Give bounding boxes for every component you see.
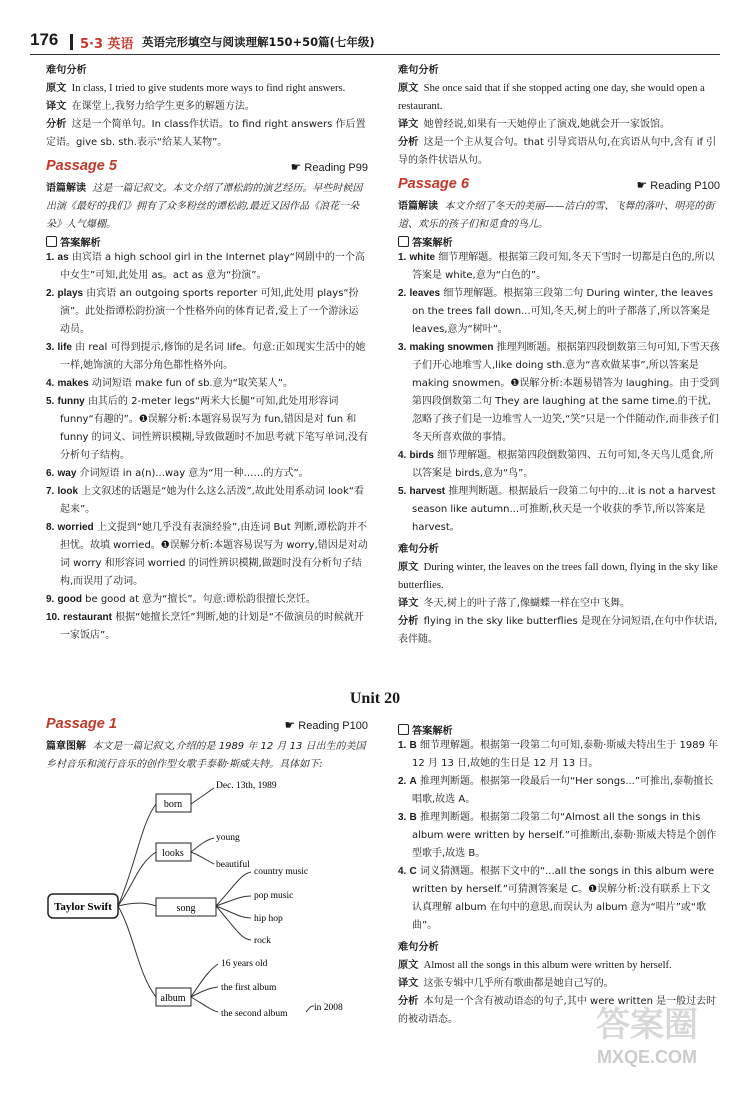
section-heading: 难句分析 (398, 65, 439, 76)
passage6-summary-label: 语篇解读 (398, 201, 438, 212)
watermark-url: MXQE.COM (596, 1047, 697, 1067)
branch-label-looks: looks (162, 848, 184, 859)
passage5-title-bar (46, 158, 368, 180)
answer-item (46, 483, 368, 519)
passage6-answer-list (398, 249, 720, 537)
yuanwen-text: Almost all the songs in this album were written by herself. (423, 960, 672, 971)
yuanwen-row (398, 80, 720, 116)
passage6-title-bar (398, 176, 720, 198)
answer-explanation: 介词短语 in a(n)...way 意为“用一种……的方式”。 (79, 468, 309, 479)
fenxi-label: 分析 (398, 996, 419, 1007)
connector-born (118, 804, 156, 906)
leaf-song-rock: rock (254, 936, 271, 946)
answer-explanation: 细节理解题。根据第三段可知,冬天下雪时一切都是白色的,所以答案是 white,意为“白色的”。 (412, 252, 715, 281)
answer-key: leaves (409, 288, 441, 299)
yiwen-label: 译文 (398, 598, 419, 609)
answer-number: 2. (398, 288, 407, 299)
branch-label-born: born (163, 799, 183, 810)
lock-icon (46, 236, 57, 247)
answer-key: A (409, 776, 417, 787)
answer-item (398, 737, 720, 773)
leaf-born-date: Dec. 13th, 1989 (216, 781, 277, 791)
left-column (46, 62, 368, 645)
answer-number: 8. (46, 522, 55, 533)
passage1-reading-ref (285, 718, 369, 732)
answer-item (46, 591, 368, 609)
yiwen-label: 译文 (398, 119, 419, 130)
lock-icon (398, 236, 409, 247)
answer-key: look (57, 486, 79, 497)
fenxi-label: 分析 (46, 119, 67, 130)
branch-label-album: album (160, 993, 186, 1004)
leaf-album-age: 16 years old (221, 959, 268, 969)
connector-looks-leaf2 (191, 852, 214, 864)
answer-key: B (409, 812, 417, 823)
section-heading: 难句分析 (46, 65, 87, 76)
passage6-reading-text: Reading P100 (650, 180, 720, 192)
passage5-answers-heading (46, 234, 368, 249)
answer-explanation: 根据“她擅长烹饪”判断,她的计划是“不做演员的时候就开一家饭店”。 (60, 612, 364, 641)
watermark-text: 答案圈 (596, 1006, 698, 1044)
answer-explanation: 上文叙述的话题是“她为什么这么活泼”,故此处用系动词 look“看起来”。 (60, 486, 364, 515)
answer-number: 7. (46, 486, 55, 497)
leaf-song-country: country music (254, 867, 309, 877)
answer-explanation: be good at 意为“擅长”。句意:谭松韵很擅长烹饪。 (85, 594, 316, 605)
lock-icon (398, 724, 409, 735)
yiwen-row (398, 116, 720, 134)
answer-item (46, 519, 368, 591)
answer-key: as (57, 252, 69, 263)
brand-logo: 5·3 英语 (80, 37, 134, 52)
answer-item (46, 339, 368, 375)
answer-number: 3. (46, 342, 55, 353)
answer-number: 3. (398, 812, 407, 823)
passage6-answers-heading (398, 234, 720, 249)
answer-number: 1. (398, 252, 407, 263)
fenxi-label: 分析 (398, 137, 419, 148)
connector-song-leaf1 (216, 872, 251, 906)
answer-item (46, 609, 368, 645)
leaf-album-year: in 2008 (314, 1003, 343, 1013)
yuanwen-text: She once said that if she stopped acting one day, she would open a restaurant. (398, 83, 705, 112)
answer-number: 2. (46, 288, 55, 299)
yuanwen-label: 原文 (398, 562, 419, 573)
yiwen-text: 在课堂上,我努力给学生更多的解题方法。 (71, 101, 255, 112)
answer-number: 9. (46, 594, 55, 605)
yiwen-label: 译文 (398, 978, 419, 989)
answer-key: plays (57, 288, 84, 299)
passage5-reading-ref (291, 160, 368, 174)
answer-explanation: 推理判断题。根据第一段最后一句“Her songs...”可推出,泰勒擅长唱歌,故选 A。 (412, 776, 714, 805)
answer-explanation: 由其后的 2-meter legs“两米大长腿”可知,此处用形容词 funny“有趣的”。❶误解分析:本题容易误写为 fun,错因是对 fun 和 funny 的词义、词性辨识模糊,导致做题时不加思考就下笔写单词,没有分析句子结构。 (60, 396, 368, 461)
answer-number: 5. (46, 396, 55, 407)
book-title: 英语完形填空与阅读理解150+50篇(七年级) (142, 35, 375, 49)
passage1-answers-heading (398, 722, 720, 737)
answer-key: making snowmen (409, 342, 494, 353)
answer-item (398, 447, 720, 483)
yiwen-row (398, 595, 720, 613)
section-heading: 难句分析 (398, 942, 439, 953)
answer-item (46, 465, 368, 483)
passage5-title: Passage 5 (46, 158, 117, 174)
yiwen-text: 她曾经说,如果有一天她停止了演戏,她就会开一家饭馆。 (423, 119, 671, 130)
fenxi-text: 这是一个简单句。In class作状语。to find right answers 作后置定语。give sb. sth.表示“给某人某物”。 (46, 119, 366, 148)
answer-explanation: 推理判断题。根据第二段第二句“Almost all the songs in this album were written by herself.”可推断出,泰勒·斯威夫特是个创作型歌手,故选 B。 (412, 812, 717, 859)
answer-item (398, 249, 720, 285)
passage1-column (46, 716, 368, 1049)
passage5-summary (46, 180, 368, 234)
leaf-album-second: the second album (221, 1009, 288, 1019)
connector-song-leaf4 (216, 906, 251, 940)
answer-key: way (57, 468, 77, 479)
answer-number: 5. (398, 486, 407, 497)
answer-key: harvest (409, 486, 446, 497)
answer-key: life (57, 342, 72, 353)
mind-map (46, 774, 368, 1042)
fenxi-label: 分析 (398, 616, 419, 627)
leaf-looks-beautiful: beautiful (216, 860, 250, 870)
answer-number: 6. (46, 468, 55, 479)
answer-number: 1. (46, 252, 55, 263)
passage6-answers-heading-text: 答案解析 (412, 238, 453, 249)
yiwen-row (46, 98, 368, 116)
answer-number: 10. (46, 612, 60, 623)
fenxi-text: 本句是一个含有被动语态的句子,其中 were written 是一般过去时的被动语态。 (398, 996, 717, 1025)
yiwen-label: 译文 (46, 101, 67, 112)
passage1-answer-list (398, 737, 720, 935)
unit-title: Unit 20 (349, 690, 401, 707)
answer-number: 3. (398, 342, 407, 353)
answer-number: 4. (398, 866, 407, 877)
pointing-hand-icon: ☛ (284, 718, 296, 732)
answer-item (46, 375, 368, 393)
leaf-song-pop: pop music (254, 891, 294, 901)
answer-explanation: 词义猜测题。根据下文中的“...all the songs in this album were written by herself.”可猜测答案是 C。❶误解分析:没有联系上下文认真理解 album 在句中的意思,而误认为 album 意为“唱片”或“歌曲”。 (412, 866, 715, 931)
pointing-hand-icon: ☛ (636, 178, 648, 192)
leaf-song-hiphop: hip hop (254, 914, 283, 924)
answer-explanation: 动词短语 make fun of sb.意为“取笑某人”。 (91, 378, 293, 389)
yuanwen-label: 原文 (398, 960, 419, 971)
passage5-summary-text: 这是一篇记叙文。本文介绍了谭松韵的演艺经历。早些时候因出演《最好的我们》拥有了众多粉丝的谭松韵,最近又因作品《浪花一朵朵》人气爆棚。 (46, 183, 363, 230)
connector-album-leaf2 (191, 987, 218, 997)
yuanwen-label: 原文 (398, 83, 419, 94)
fenxi-row (46, 116, 368, 152)
answer-explanation: 细节理解题。根据第一段第二句可知,泰勒·斯威夫特出生于 1989 年 12 月 13 日,故她的生日是 12 月 13 日。 (412, 740, 719, 769)
answer-item (398, 285, 720, 339)
yiwen-row (398, 975, 720, 993)
answer-explanation: 由 real 可得到提示,修饰的是名词 life。句意:正如现实生活中的她一样,她饰演的大部分角色都性格外向。 (60, 342, 366, 371)
connector-album-leaf1 (191, 964, 218, 997)
center-node-label: Taylor Swift (54, 901, 112, 913)
yuanwen-row (398, 559, 720, 595)
passage1-summary (46, 738, 368, 774)
yuanwen-text: During winter, the leaves on the trees fall down, flying in the sky like butterflies. (398, 562, 718, 591)
answer-number: 2. (398, 776, 407, 787)
page-header (30, 30, 720, 55)
passage1-title: Passage 1 (46, 716, 117, 732)
yuanwen-text: In class, I tried to give students more ways to find right answers. (71, 83, 346, 94)
connector-born-leaf (191, 788, 214, 804)
answer-key: restaurant (63, 612, 112, 623)
answer-explanation: 推理判断题。根据第四段倒数第三句可知,下雪天孩子们开心地堆雪人,like doing sth.意为“喜欢做某事”,所以答案是 making snowmen。❶误解分析:本题易错答为 laughing。由于受到第四段倒数第二句 They are laughing at the same time.的干扰,忽略了孩子们是一边堆雪人一边笑,“笑”只是一个伴随动作,而非孩子们冬天所喜欢做的事情。 (412, 342, 720, 443)
fenxi-text: flying in the sky like butterflies 是现在分词短语,在句中作状语,表伴随。 (398, 616, 718, 645)
passage5-answer-list (46, 249, 368, 645)
answer-key: B (409, 740, 417, 751)
answer-explanation: 由宾语 a high school girl in the Internet play“网剧中的一个高中女生”可知,此处用 as。act as 意为“扮演”。 (60, 252, 365, 281)
answer-explanation: 细节理解题。根据第四段倒数第四、五句可知,冬天鸟儿觅食,所以答案是 birds,意为“鸟”。 (412, 450, 714, 479)
answer-explanation: 细节理解题。根据第三段第二句 During winter, the leaves on the trees fall down...可知,冬天,树上的叶子都落了,所以答案是 leaves,意为“树叶”。 (412, 288, 714, 335)
connector-looks-leaf1 (191, 838, 214, 852)
passage5-reading-text: Reading P99 (304, 162, 368, 174)
answer-number: 4. (398, 450, 407, 461)
answer-key: C (409, 866, 417, 877)
leaf-album-first: the first album (221, 983, 277, 993)
right-column (398, 62, 720, 649)
passage1-summary-label: 篇章图解 (46, 741, 86, 752)
answer-explanation: 推理判断题。根据最后一段第二句中的...it is not a harvest season like autumn...可推断,秋天是一个收获的季节,所以答案是 harvest。 (412, 486, 716, 533)
answer-key: good (57, 594, 82, 605)
answer-explanation: 由宾语 an outgoing sports reporter 可知,此处用 plays“扮演”。此处指谭松韵扮演一个性格外向的体育记者,爱上了一个游泳运动员。 (60, 288, 359, 335)
answer-key: funny (57, 396, 85, 407)
connector-song-leaf2 (216, 896, 251, 906)
fenxi-text: 这是一个主从复合句。that 引导宾语从句,在宾语从句中,含有 if 引导的条件状语从句。 (398, 137, 717, 166)
page-number: 176 (30, 30, 59, 49)
yiwen-text: 冬天,树上的叶子落了,像蝴蝶一样在空中飞舞。 (423, 598, 631, 609)
answer-item (398, 483, 720, 537)
connector-song (118, 903, 156, 906)
connector-album (118, 906, 156, 997)
passage6-summary-text: 本文介绍了冬天的美丽——洁白的雪、飞舞的落叶、明亮的街道、欢乐的孩子们和觅食的鸟儿。 (398, 201, 715, 230)
passage6-reading-ref (637, 178, 721, 192)
answer-number: 4. (46, 378, 55, 389)
answer-item (46, 249, 368, 285)
connector-album-leaf3 (191, 997, 218, 1012)
answer-item (46, 285, 368, 339)
passage5-answers-heading-text: 答案解析 (60, 238, 101, 249)
yiwen-text: 这张专辑中几乎所有歌曲都是她自己写的。 (423, 978, 614, 989)
passage1-title-bar (46, 716, 368, 738)
answer-item (398, 339, 720, 447)
passage5-summary-label: 语篇解读 (46, 183, 86, 194)
branch-label-song: song (176, 903, 196, 914)
answer-item (398, 863, 720, 935)
answer-key: makes (57, 378, 89, 389)
answer-key: worried (57, 522, 94, 533)
answer-explanation: 上文提到“她几乎没有表演经验”,由连词 But 判断,谭松韵并不担忧。故填 worried。❶误解分析:本题容易误写为 worry,错因是对动词 worry 和形容词 worried 的词性辨识模糊,做题时没有分析句子结构,而误用了动词。 (60, 522, 368, 587)
header-divider (70, 34, 73, 50)
answer-item (398, 773, 720, 809)
watermark (572, 1003, 722, 1077)
passage6-summary (398, 198, 720, 234)
leaf-looks-young: young (216, 833, 240, 843)
answer-key: white (409, 252, 436, 263)
answer-number: 1. (398, 740, 407, 751)
yuanwen-label: 原文 (46, 83, 67, 94)
fenxi-row (398, 134, 720, 170)
answer-item (46, 393, 368, 465)
passage1-answers-heading-text: 答案解析 (412, 726, 453, 737)
section-heading: 难句分析 (398, 544, 439, 555)
passage6-title: Passage 6 (398, 176, 469, 192)
answer-item (398, 809, 720, 863)
passage1-summary-text: 本文是一篇记叙文,介绍的是 1989 年 12 月 13 日出生的美国乡村音乐和流行音乐的创作型女歌手泰勒·斯威夫特。具体如下: (46, 741, 366, 770)
passage1-answers-column (398, 722, 720, 1029)
passage1-reading-text: Reading P100 (298, 720, 368, 732)
fenxi-row (398, 613, 720, 649)
yuanwen-row (398, 957, 720, 975)
yuanwen-row (46, 80, 368, 98)
connector-album-leaf4 (306, 1006, 314, 1012)
pointing-hand-icon: ☛ (290, 160, 302, 174)
answer-key: birds (409, 450, 434, 461)
connector-looks (118, 852, 156, 906)
